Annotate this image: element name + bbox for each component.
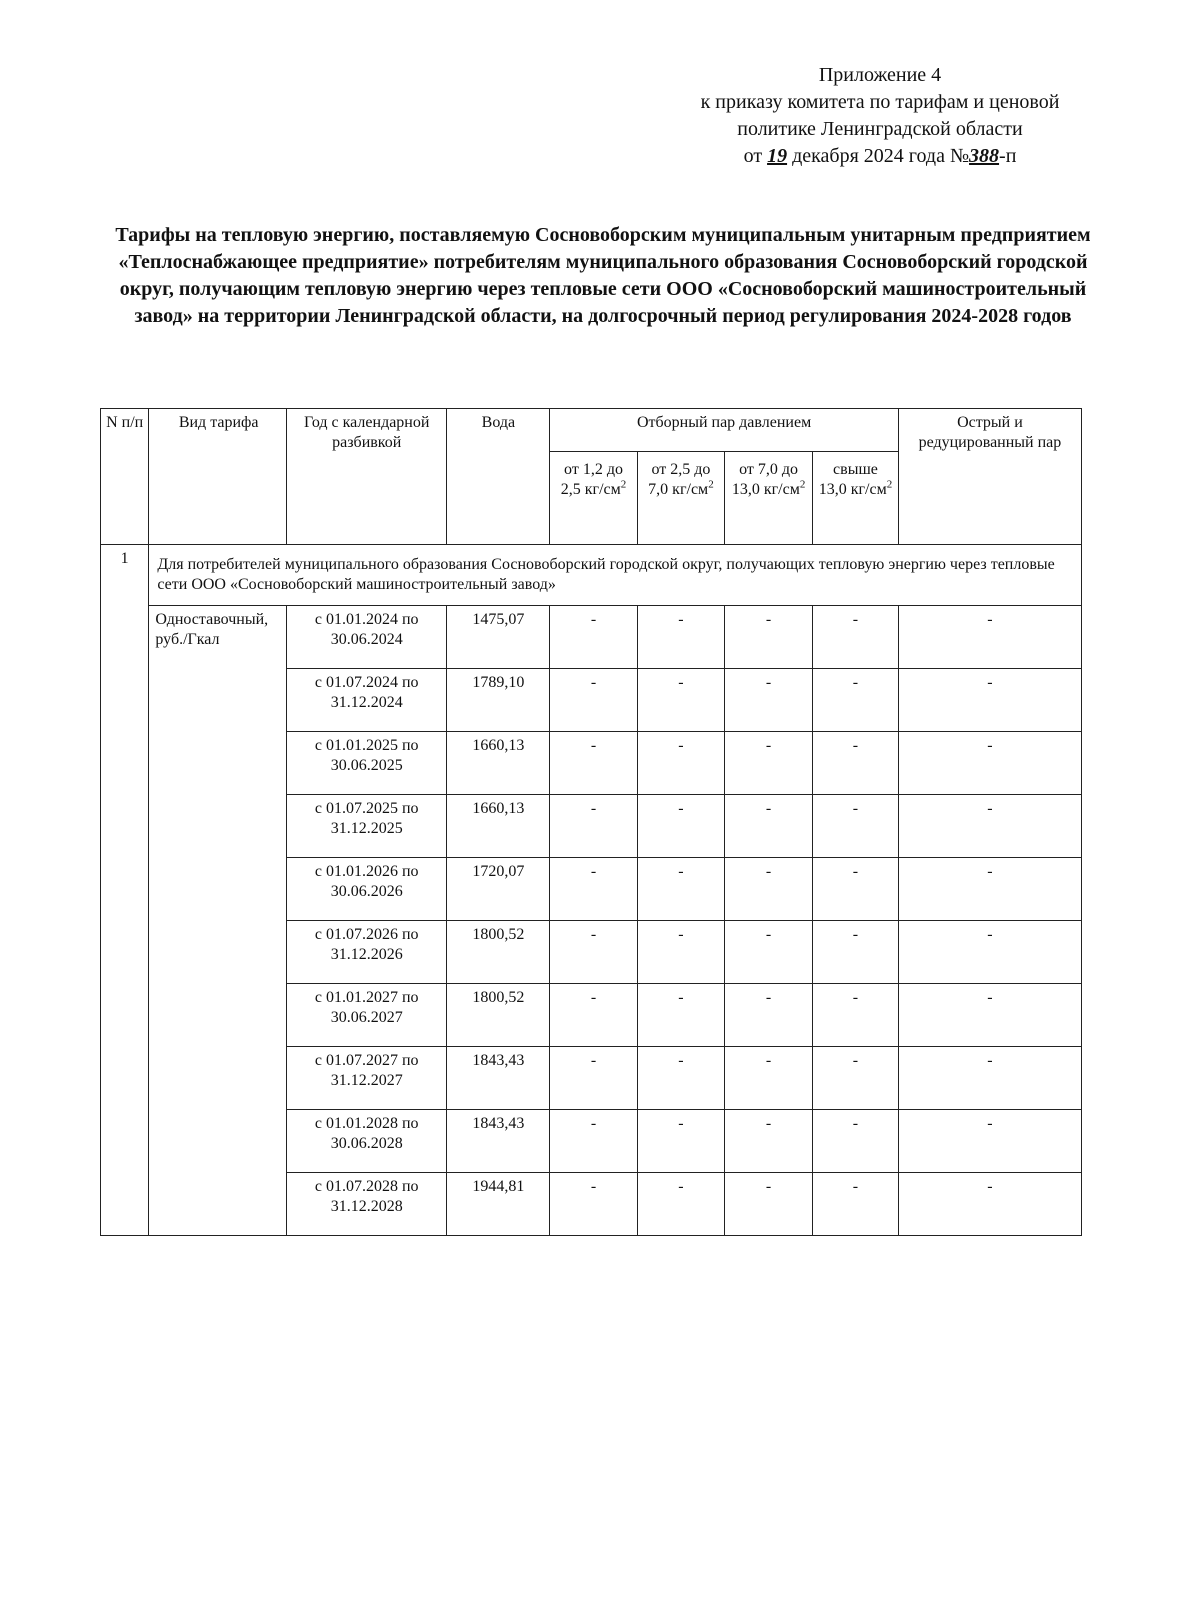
steam-4-cell: - — [813, 1110, 899, 1173]
steam-1-cell: - — [550, 732, 637, 795]
steam-3-cell: - — [725, 858, 813, 921]
steam-1-cell: - — [550, 921, 637, 984]
appendix-title: Приложение 4 — [818, 64, 942, 86]
steam-4-cell: - — [813, 606, 899, 669]
header-tariff-kind: Вид тарифа — [149, 409, 287, 545]
water-cell: 1660,13 — [447, 732, 550, 795]
period-cell: с 01.07.2028 по 31.12.2028 — [286, 1173, 447, 1236]
water-cell: 1789,10 — [447, 669, 550, 732]
sharp-steam-cell: - — [898, 984, 1081, 1047]
order-reference-line: к приказу комитета по тарифам и ценовой — [700, 91, 1060, 113]
steam-4-cell: - — [813, 921, 899, 984]
steam-1-cell: - — [550, 1173, 637, 1236]
steam-2-cell: - — [637, 669, 724, 732]
steam-3-cell: - — [725, 606, 813, 669]
header-steam: Отборный пар давлением — [550, 409, 899, 452]
water-cell: 1944,81 — [447, 1173, 550, 1236]
steam-4-cell: - — [813, 858, 899, 921]
steam-3-cell: - — [725, 1047, 813, 1110]
steam-1-cell: - — [550, 858, 637, 921]
steam-1-cell: - — [550, 606, 637, 669]
steam-2-cell: - — [637, 984, 724, 1047]
tariff-kind: Одноставочный, руб./Гкал — [149, 606, 287, 1236]
steam-1-cell: - — [550, 984, 637, 1047]
steam-2-cell: - — [637, 1110, 724, 1173]
group-number: 1 — [101, 545, 149, 1236]
steam-4-cell: - — [813, 1047, 899, 1110]
period-cell: с 01.07.2024 по 31.12.2024 — [286, 669, 447, 732]
water-cell: 1800,52 — [447, 984, 550, 1047]
period-cell: с 01.01.2025 по 30.06.2025 — [286, 732, 447, 795]
steam-3-cell: - — [725, 795, 813, 858]
committee-line: политике Ленинградской области — [737, 118, 1023, 140]
water-cell: 1720,07 — [447, 858, 550, 921]
steam-2-cell: - — [637, 606, 724, 669]
header-sharp-steam: Острый и редуцированный пар — [898, 409, 1081, 545]
header-steam-4: свыше 13,0 $кг/см^2$ — [813, 452, 899, 545]
sharp-steam-cell: - — [898, 858, 1081, 921]
steam-1-cell: - — [550, 795, 637, 858]
water-cell: 1660,13 — [447, 795, 550, 858]
steam-3-cell: - — [725, 1110, 813, 1173]
steam-4-cell: - — [813, 732, 899, 795]
steam-3-cell: - — [725, 1173, 813, 1236]
steam-2-cell: - — [637, 921, 724, 984]
steam-2-cell: - — [637, 1173, 724, 1236]
sharp-steam-cell: - — [898, 606, 1081, 669]
header-num: N п/п — [101, 409, 149, 545]
appendix-header — [620, 62, 1140, 170]
period-cell: с 01.01.2027 по 30.06.2027 — [286, 984, 447, 1047]
header-period: Год с календарной разбивкой — [286, 409, 447, 545]
steam-4-cell: - — [813, 1173, 899, 1236]
water-cell: 1475,07 — [447, 606, 550, 669]
steam-4-cell: - — [813, 795, 899, 858]
document-title: Тарифы на тепловую энергию, поставляемую Сосновоборским муниципальным унитарным предприятием «Теплоснабжающее предприятие» потребителям муниципального образования Сосновоборский городской округ, получающим тепловую энергию через тепловые сети ООО «Сосновоборский машиностроительный завод» на территории Ленинградской области, на долгосрочный период регулирования 2024-2028 годов — [115, 224, 1091, 327]
steam-2-cell: - — [637, 1047, 724, 1110]
sharp-steam-cell: - — [898, 921, 1081, 984]
steam-4-cell: - — [813, 669, 899, 732]
period-cell: с 01.07.2027 по 31.12.2027 — [286, 1047, 447, 1110]
water-cell: 1800,52 — [447, 921, 550, 984]
period-cell: с 01.01.2024 по 30.06.2024 — [286, 606, 447, 669]
sharp-steam-cell: - — [898, 732, 1081, 795]
period-cell: с 01.01.2026 по 30.06.2026 — [286, 858, 447, 921]
steam-2-cell: - — [637, 858, 724, 921]
handwritten-order-number: 388 — [969, 145, 1000, 167]
steam-1-cell: - — [550, 1110, 637, 1173]
period-cell: с 01.07.2026 по 31.12.2026 — [286, 921, 447, 984]
handwritten-day: 19 — [767, 145, 788, 167]
sharp-steam-cell: - — [898, 1047, 1081, 1110]
sharp-steam-cell: - — [898, 795, 1081, 858]
header-steam-2: от 2,5 до 7,0 $кг/см^2$ — [637, 452, 724, 545]
steam-1-cell: - — [550, 669, 637, 732]
header-steam-3: от 7,0 до 13,0 $кг/см^2$ — [725, 452, 813, 545]
sharp-steam-cell: - — [898, 669, 1081, 732]
group-description: Для потребителей муниципального образования Сосновоборский городской округ, получающих тепловую энергию через тепловые сети ООО «Сосновоборский машиностроительный завод» — [149, 545, 1082, 606]
date-suffix: -п — [999, 145, 1017, 167]
steam-2-cell: - — [637, 795, 724, 858]
period-cell: с 01.01.2028 по 30.06.2028 — [286, 1110, 447, 1173]
order-date-line — [620, 143, 1140, 170]
header-steam-1: от 1,2 до 2,5 $кг/см^2$ — [550, 452, 637, 545]
water-cell: 1843,43 — [447, 1110, 550, 1173]
header-water: Вода — [447, 409, 550, 545]
sharp-steam-cell: - — [898, 1173, 1081, 1236]
tariff-table — [100, 408, 1082, 1236]
date-middle: декабря 2024 года № — [792, 145, 970, 167]
period-cell: с 01.07.2025 по 31.12.2025 — [286, 795, 447, 858]
date-prefix: от — [743, 145, 763, 167]
steam-1-cell: - — [550, 1047, 637, 1110]
steam-3-cell: - — [725, 669, 813, 732]
steam-3-cell: - — [725, 921, 813, 984]
water-cell: 1843,43 — [447, 1047, 550, 1110]
steam-3-cell: - — [725, 732, 813, 795]
steam-2-cell: - — [637, 732, 724, 795]
steam-3-cell: - — [725, 984, 813, 1047]
steam-4-cell: - — [813, 984, 899, 1047]
sharp-steam-cell: - — [898, 1110, 1081, 1173]
